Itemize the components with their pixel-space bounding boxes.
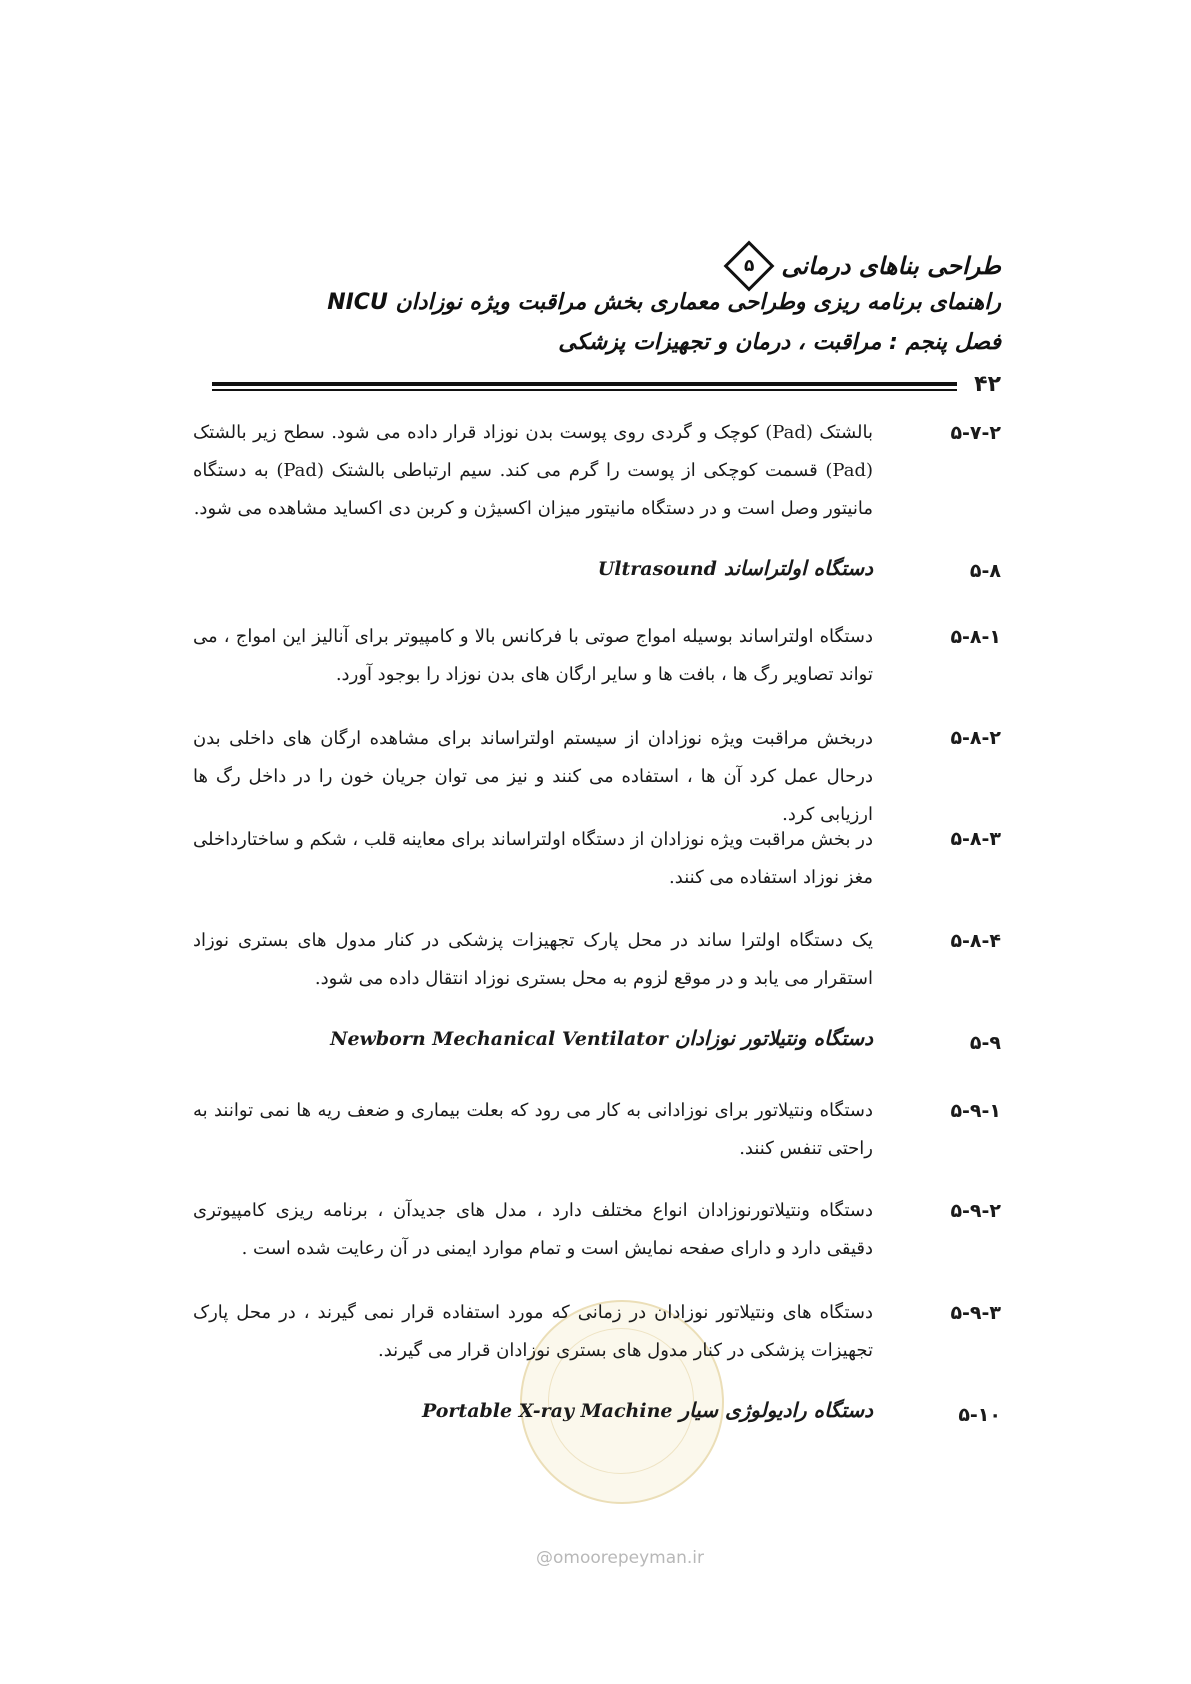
section-number: ۵-۹ xyxy=(969,1032,1001,1054)
book-title: طراحی بناهای درمانی xyxy=(781,252,1001,280)
section-heading xyxy=(422,1398,873,1422)
item-number: ۵-۸-۳ xyxy=(950,828,1001,850)
section-number: ۵-۱۰ xyxy=(958,1404,1001,1426)
item-number: ۵-۸-۴ xyxy=(950,930,1001,952)
section-heading-en: Portable X-ray Machine xyxy=(421,1400,673,1422)
section-heading-fa: دستگاه رادیولوژی سیار xyxy=(679,1398,873,1422)
section-heading-en: Ultrasound xyxy=(597,558,717,580)
section-heading-fa: دستگاه ونتیلاتور نوزادان xyxy=(674,1026,873,1050)
page-number: ۴۲ xyxy=(974,372,1001,397)
guide-title: راهنمای برنامه ریزی وطراحی معماری بخش مراقبت ویژه نوزادان NICU xyxy=(327,290,1001,315)
item-number: ۵-۸-۲ xyxy=(950,727,1001,749)
paragraph: دستگاه اولتراساند بوسیله امواج صوتی با فرکانس بالا و کامپیوتر برای آنالیز این امواج ، می تواند تصاویر رگ ها ، بافت ها و سایر ارگان های بدن نوزاد را بوجود آورد. xyxy=(193,626,873,685)
item-number: ۵-۹-۲ xyxy=(950,1200,1001,1222)
chapter-title: فصل پنجم : مراقبت ، درمان و تجهیزات پزشکی xyxy=(558,330,1001,355)
item-number: ۵-۹-۳ xyxy=(950,1302,1001,1324)
paragraph: دربخش مراقبت ویژه نوزادان از سیستم اولتراساند برای مشاهده ارگان های داخلی بدن درحال عمل کرد آن ها ، استفاده می کنند و نیز می توان جریان خون را در داخل رگ ها ارزیابی کرد. xyxy=(193,728,873,825)
item-number: ۵-۷-۲ xyxy=(950,422,1001,444)
book-number-badge: ۵ xyxy=(724,241,775,292)
paragraph: در بخش مراقبت ویژه نوزادان از دستگاه اولتراساند برای معاینه قلب ، شکم و ساختارداخلی مغز نوزاد استفاده می کنند. xyxy=(193,829,873,888)
paragraph: دستگاه های ونتیلاتور نوزادان در زمانی که مورد استفاده قرار نمی گیرند ، در محل پارک تجهیزات پزشکی در کنار مدول های بستری نوزادان قرار می گیرند. xyxy=(193,1302,873,1361)
section-heading xyxy=(330,1026,873,1050)
item-number: ۵-۹-۱ xyxy=(950,1100,1001,1122)
paragraph: یک دستگاه اولترا ساند در محل پارک تجهیزات پزشکی در کنار مدول های بستری نوزاد استقرار می یابد و در موقع لزوم به محل بستری نوزاد انتقال داده می شود. xyxy=(193,930,873,989)
header-rule-thick xyxy=(212,382,957,386)
section-number: ۵-۸ xyxy=(969,560,1001,582)
item-number: ۵-۸-۱ xyxy=(950,626,1001,648)
section-heading xyxy=(598,556,873,580)
paragraph: بالشتک (Pad) کوچک و گردی روی پوست بدن نوزاد قرار داده می شود. سطح زیر بالشتک (Pad) قسمت کوچکی از پوست را گرم می کند. سیم ارتباطی بالشتک (Pad) به دستگاه مانیتور وصل است و در دستگاه مانیتور میزان اکسیژن و کربن دی اکساید مشاهده می شود. xyxy=(193,422,873,519)
section-heading-fa: دستگاه اولتراساند xyxy=(723,556,873,580)
paragraph: دستگاه ونتیلاتور برای نوزادانی به کار می رود که بعلت بیماری و ضعف ریه ها نمی توانند به راحتی تنفس کنند. xyxy=(193,1100,873,1159)
header-rule-thin xyxy=(212,389,957,391)
paragraph: دستگاه ونتیلاتورنوزادان انواع مختلف دارد ، مدل های جدیدآن ، برنامه ریزی کامپیوتری دقیقی دارد و دارای صفحه نمایش است و تمام موارد ایمنی در آن رعایت شده است . xyxy=(193,1200,873,1259)
book-title-line xyxy=(731,248,1001,284)
watermark-text: @omoorepeyman.ir xyxy=(535,1548,705,1568)
section-heading-en: Newborn Mechanical Ventilator xyxy=(330,1028,668,1050)
